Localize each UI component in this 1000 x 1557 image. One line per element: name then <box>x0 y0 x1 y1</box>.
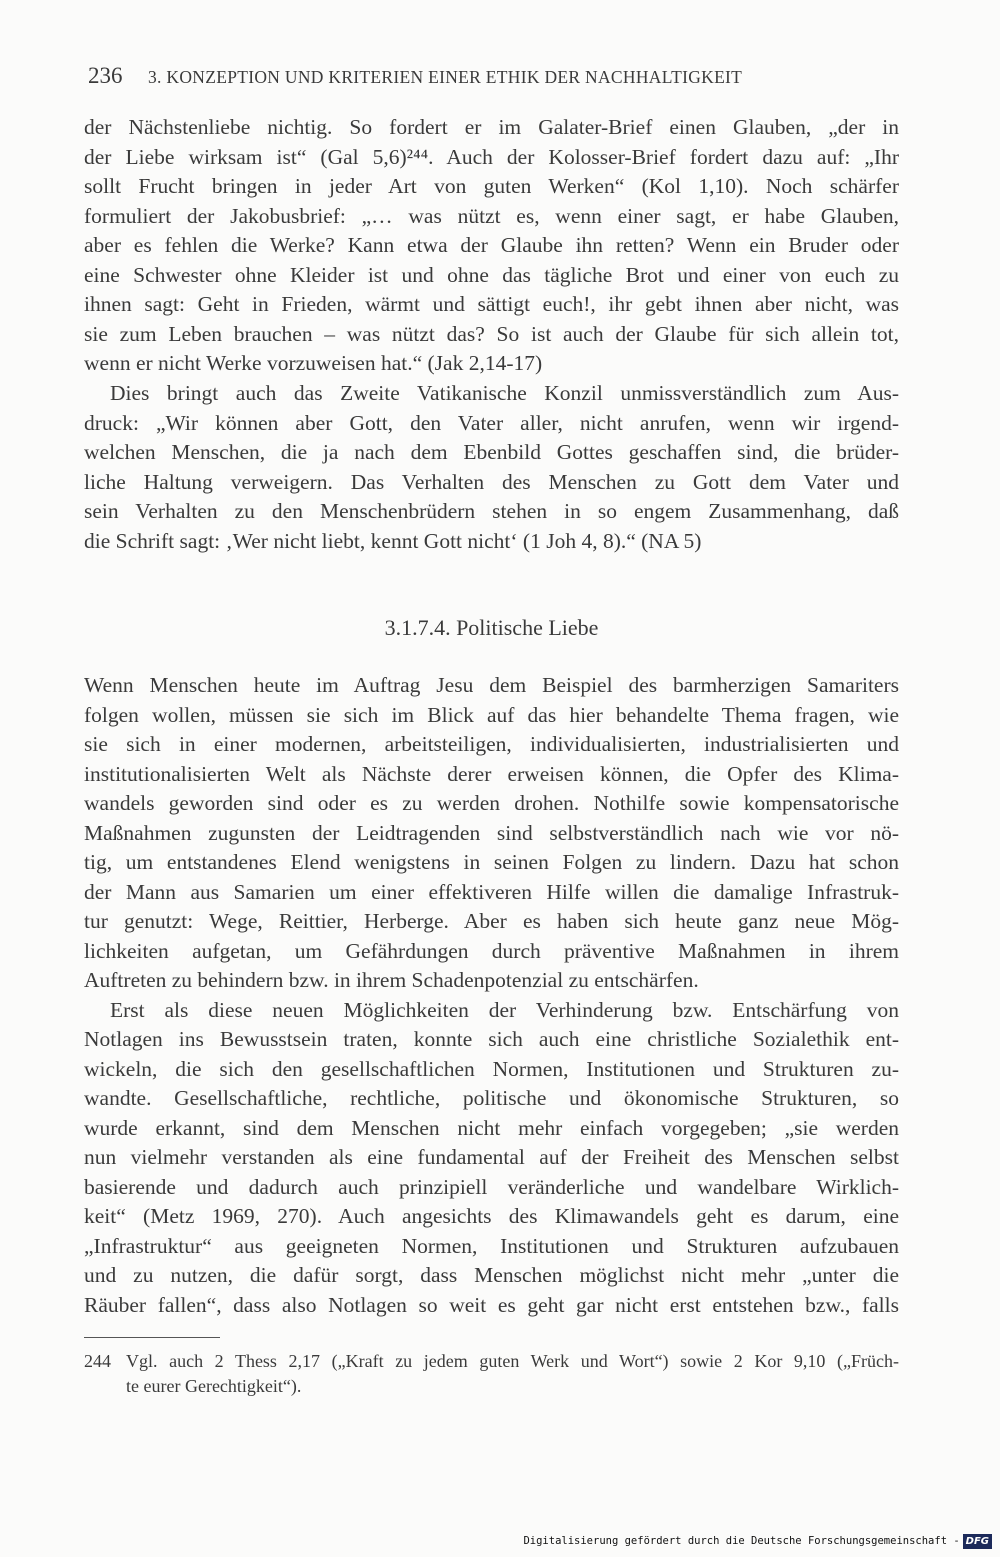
footnote-number: 244 <box>84 1351 111 1371</box>
dfg-logo: DFG <box>963 1534 992 1549</box>
paragraph-2 <box>84 379 899 556</box>
text-line: „Infrastruktur“ aus geeigneten Normen, Institutionen und Strukturen aufzubauen <box>84 1233 899 1258</box>
text-line: sein Verhalten zu den Menschenbrüdern stehen in so engem Zusammenhang, daß <box>84 499 899 523</box>
credit-text: Digitalisierung gefördert durch die Deutsche Forschungsgemeinschaft - <box>523 1535 960 1547</box>
section-heading: 3.1.7.4. Politische Liebe <box>384 615 599 640</box>
page-number: 236 <box>88 63 123 88</box>
text-line: liche Haltung verweigern. Das Verhalten des Menschen zu Gott dem Vater und <box>84 469 899 494</box>
text-line: die Schrift sagt: ‚Wer nicht liebt, kennt Gott nicht‘ (1 Joh 4, 8).“ (NA 5) <box>84 528 702 553</box>
text-line: Dies bringt auch das Zweite Vatikanische Konzil unmissverständlich zum Aus- <box>110 381 899 405</box>
text-line: sie zum Leben brauchen – was nützt das? So ist auch der Glaube für sich allein tot, <box>84 321 899 346</box>
page-header <box>88 60 918 92</box>
paragraph-1 <box>84 113 899 379</box>
text-line: lichkeiten aufgetan, um Gefährdungen durch präventive Maßnahmen in ihrem <box>84 938 899 963</box>
text-line: wickeln, die sich den gesellschaftlichen Normen, Institutionen und Strukturen zu- <box>84 1056 899 1081</box>
footnote-separator <box>84 1337 220 1338</box>
text-line: folgen wollen, müssen sie sich im Blick auf das hier behandelte Thema fragen, wie <box>84 702 899 727</box>
footnote-text: Vgl. auch 2 Thess 2,17 („Kraft zu jedem guten Werk und Wort“) sowie 2 Kor 9,10 („Früch- <box>126 1351 899 1371</box>
text-line: wenn er nicht Werke vorzuweisen hat.“ (Jak 2,14-17) <box>84 351 543 375</box>
text-line: Wenn Menschen heute im Auftrag Jesu dem Beispiel des barmherzigen Samariters <box>84 673 899 697</box>
text-line: wurde erkannt, sind dem Menschen nicht mehr einfach vorgegeben; „sie werden <box>84 1115 899 1140</box>
text-line: wandte. Gesellschaftliche, rechtliche, politische und ökonomische Strukturen, so <box>84 1086 899 1110</box>
text-line: der Liebe wirksam ist“ (Gal 5,6)²⁴⁴. Auch der Kolosser-Brief fordert dazu auf: „Ihr <box>84 144 899 169</box>
text-line: Auftreten zu behindern bzw. in ihrem Schadenpotenzial zu entschärfen. <box>84 968 699 992</box>
text-line: formuliert der Jakobusbrief: „… was nützt es, wenn einer sagt, er habe Glauben, <box>84 203 899 228</box>
text-line: ihnen sagt: Geht in Frieden, wärmt und sättigt euch!, ihr gebt ihnen aber nicht, was <box>84 292 899 316</box>
footnote-244 <box>84 1349 899 1399</box>
text-line: Notlagen ins Bewusstsein traten, konnte sich auch eine christliche Sozialethik ent- <box>84 1027 899 1051</box>
footnote-line: te eurer Gerechtigkeit“). <box>126 1376 302 1396</box>
text-line: institutionalisierten Welt als Nächste derer erweisen können, die Opfer des Klima- <box>84 761 899 786</box>
text-line: wandels geworden sind oder es zu werden drohen. Nothilfe sowie kompensatorische <box>84 791 899 815</box>
paragraph-3 <box>84 671 899 1320</box>
text-line: der Mann aus Samarien um einer effektiveren Hilfe willen die damalige Infrastruk- <box>84 879 899 904</box>
text-line: nun vielmehr verstanden als eine fundamental auf der Freiheit des Menschen selbst <box>84 1145 899 1169</box>
text-line: welchen Menschen, die ja nach dem Ebenbild Gottes geschaffen sind, die brüder- <box>84 440 899 464</box>
text-line: eine Schwester ohne Kleider ist und ohne das tägliche Brot und einer von euch zu <box>84 262 899 287</box>
text-line: Räuber fallen“, dass also Notlagen so weit es geht gar nicht erst entstehen bzw., falls <box>84 1292 899 1317</box>
running-title: 3. KONZEPTION UND KRITERIEN EINER ETHIK DER NACHHALTIGKEIT <box>148 67 743 87</box>
text-line: der Nächstenliebe nichtig. So fordert er im Galater-Brief einen Glauben, „der in <box>84 115 899 139</box>
text-line: sie sich in einer modernen, arbeitsteiligen, individualisierten, industrialisierten und <box>84 732 899 756</box>
text-line: Erst als diese neuen Möglichkeiten der Verhinderung bzw. Entschärfung von <box>110 997 899 1022</box>
text-line: und zu nutzen, die dafür sorgt, dass Menschen möglichst nicht mehr „unter die <box>84 1263 899 1287</box>
text-line: tur genutzt: Wege, Reittier, Herberge. Aber es haben sich heute ganz neue Mög- <box>84 909 899 933</box>
text-line: Maßnahmen zugunsten der Leidtragenden sind selbstverständlich nach wie vor nö- <box>84 820 899 845</box>
text-line: basierende und dadurch auch prinzipiell veränderliche und wandelbare Wirklich- <box>84 1174 899 1199</box>
text-line: druck: „Wir können aber Gott, den Vater aller, nicht anrufen, wenn wir irgend- <box>84 410 899 435</box>
text-line: aber es fehlen die Werke? Kann etwa der Glaube ihn retten? Wenn ein Bruder oder <box>84 233 899 257</box>
text-line: sollt Frucht bringen in jeder Art von guten Werken“ (Kol 1,10). Noch schärfer <box>84 174 899 198</box>
footnote-line <box>84 1349 899 1374</box>
text-line: tig, um entstandenes Elend wenigstens in seinen Folgen zu lindern. Dazu hat schon <box>84 850 899 874</box>
digitization-credit <box>523 1532 992 1550</box>
text-line: keit“ (Metz 1969, 270). Auch angesichts des Klimawandels geht es darum, eine <box>84 1204 899 1228</box>
